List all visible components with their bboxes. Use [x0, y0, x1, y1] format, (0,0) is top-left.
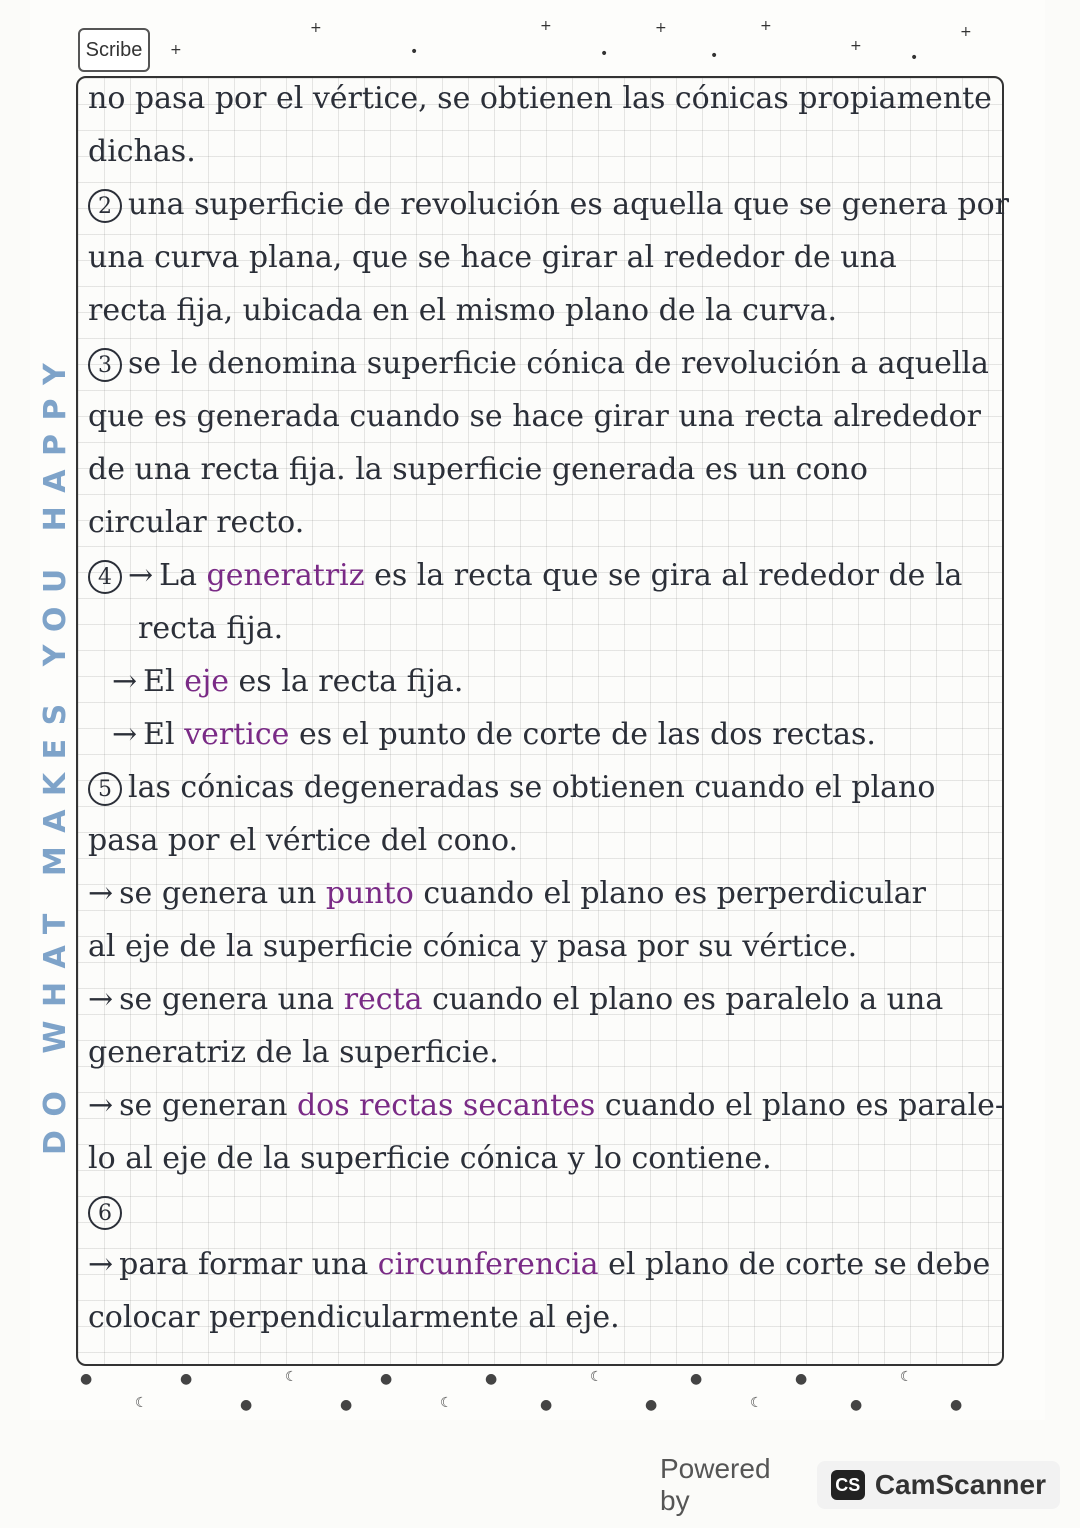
note-line: que es generada cuando se hace girar una recta alrededor	[88, 399, 981, 434]
note-line	[88, 1238, 1013, 1291]
camscanner-name: CamScanner	[874, 1469, 1046, 1500]
brand-label: Scribe	[85, 38, 143, 61]
note-line: al eje de la superficie cónica y pasa por su vértice.	[88, 929, 858, 964]
note-text: es el punto de corte de las dos rectas.	[298, 717, 876, 752]
note-text: se genera un	[119, 876, 317, 911]
term-generatriz: generatriz	[206, 558, 365, 593]
item-number: 4	[88, 560, 122, 594]
arrow-icon: →	[112, 717, 138, 752]
term-circunferencia: circunferencia	[377, 1247, 599, 1282]
arrow-icon: →	[112, 664, 138, 699]
arrow-icon: →	[128, 558, 154, 593]
powered-by-label: Powered by	[660, 1453, 771, 1516]
note-line	[88, 867, 1013, 920]
note-line: de una recta fija. la superficie generada es un cono	[88, 452, 868, 487]
note-text: cuando el plano es paralelo a una	[432, 982, 944, 1017]
note-text: cuando el plano es parale-	[604, 1088, 1005, 1123]
item-number: 6	[88, 1196, 122, 1230]
item-number: 3	[88, 348, 122, 382]
arrow-icon: →	[88, 1247, 114, 1282]
note-line	[88, 761, 1013, 814]
note-text: una superficie de revolución es aquella que se genera por	[128, 187, 1009, 222]
term-punto: punto	[325, 876, 414, 911]
note-line	[88, 973, 1013, 1026]
note-text: se le denomina superficie cónica de revolución a aquella	[128, 346, 989, 381]
note-text: es la recta que se gira al rededor de la	[374, 558, 963, 593]
camscanner-badge	[817, 1461, 1060, 1509]
note-line: generatriz de la superficie.	[88, 1035, 499, 1070]
note-text: el plano de corte se debe	[608, 1247, 991, 1282]
note-text: se genera una	[119, 982, 335, 1017]
dot-decoration: ● ● ☾ ● ● ☾ ● ● ☾ ☾ ● ● ☾ ● ● ☾ ● ●	[80, 1369, 963, 1413]
note-line: lo al eje de la superficie cónica y lo contiene.	[88, 1141, 772, 1176]
note-line: colocar perpendicularmente al eje.	[88, 1300, 620, 1335]
note-text: El	[143, 717, 175, 752]
star-decoration: + + + + + + + • • • •	[170, 18, 972, 66]
side-banner: DO WHAT MAKES YOU HAPPY	[38, 349, 73, 1155]
note-line: circular recto.	[88, 505, 305, 540]
note-line: una curva plana, que se hace girar al rededor de una	[88, 240, 897, 275]
term-dos-rectas-secantes: dos rectas secantes	[296, 1088, 596, 1123]
note-line: no pasa por el vértice, se obtienen las cónicas propiamente	[88, 81, 992, 116]
handwritten-notes	[88, 72, 1013, 1344]
note-line	[88, 708, 1013, 761]
term-vertice: vertice	[184, 717, 290, 752]
note-line	[88, 1185, 1013, 1238]
scanner-watermark	[620, 1455, 1060, 1515]
note-line	[88, 655, 1013, 708]
note-line	[88, 337, 1013, 390]
note-text: se generan	[119, 1088, 288, 1123]
note-line: recta fija, ubicada en el mismo plano de la curva.	[88, 293, 838, 328]
note-line	[88, 1079, 1013, 1132]
arrow-icon: →	[88, 982, 114, 1017]
camscanner-logo-icon: CS	[831, 1470, 865, 1500]
note-text: cuando el plano es perperdicular	[423, 876, 926, 911]
note-line	[88, 178, 1013, 231]
note-text: las cónicas degeneradas se obtienen cuando el plano	[128, 770, 936, 805]
item-number: 2	[88, 189, 122, 223]
arrow-icon: →	[88, 1088, 114, 1123]
item-number: 5	[88, 772, 122, 806]
term-recta: recta	[343, 982, 423, 1017]
note-text: El	[143, 664, 175, 699]
note-line: pasa por el vértice del cono.	[88, 823, 519, 858]
arrow-icon: →	[88, 876, 114, 911]
note-line: dichas.	[88, 134, 196, 169]
term-eje: eje	[184, 664, 229, 699]
note-text: para formar una	[119, 1247, 369, 1282]
brand-tag	[78, 28, 150, 72]
note-text: es la recta fija.	[238, 664, 464, 699]
note-text: La	[159, 558, 197, 593]
note-line	[88, 549, 1013, 602]
note-line: recta fija.	[138, 611, 284, 646]
